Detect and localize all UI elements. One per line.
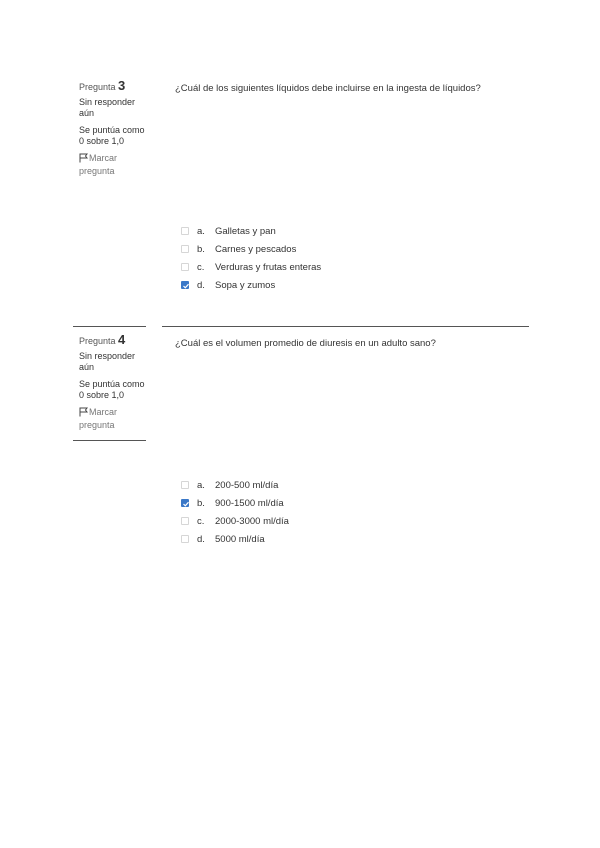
flag-question-link[interactable] [79,153,147,177]
answer-option-b[interactable] [181,240,321,258]
question-text: ¿Cuál es el volumen promedio de diuresis en un adulto sano? [175,338,436,349]
flag-label: Marcar pregunta [79,153,118,176]
answer-option-a[interactable] [181,476,289,494]
question-label: Pregunta [79,336,116,346]
question-info [79,80,147,177]
answer-list [181,222,321,294]
question-state: Sin responder aún [79,97,136,118]
answer-text: Sopa y zumos [215,279,276,291]
flag-icon [79,153,88,166]
answer-text: Galletas y pan [215,225,276,237]
answer-option-c[interactable] [181,512,289,530]
answer-letter: d. [197,279,205,291]
answer-text: 2000-3000 ml/día [215,515,289,527]
content-divider [162,326,529,327]
answer-text: 200-500 ml/día [215,479,279,491]
check-icon [182,282,190,290]
flag-label: Marcar pregunta [79,407,118,430]
question-number: 4 [118,332,126,347]
answer-option-d[interactable] [181,530,289,548]
checkbox[interactable] [181,263,189,271]
question-number: 3 [118,78,126,93]
question-state: Sin responder aún [79,351,136,372]
checkbox-checked[interactable] [181,499,189,507]
question-grade: Se puntúa como 0 sobre 1,0 [79,125,145,146]
question-grade: Se puntúa como 0 sobre 1,0 [79,379,145,400]
checkbox-checked[interactable] [181,281,189,289]
checkbox[interactable] [181,517,189,525]
answer-option-a[interactable] [181,222,321,240]
answer-letter: a. [197,225,205,237]
question-text: ¿Cuál de los siguientes líquidos debe incluirse en la ingesta de líquidos? [175,83,481,94]
flag-icon [79,407,88,420]
info-divider-top [73,326,146,327]
checkbox[interactable] [181,535,189,543]
checkbox[interactable] [181,245,189,253]
question-info [79,334,147,431]
answer-letter: c. [197,261,205,273]
answer-letter: b. [197,497,205,509]
question-label: Pregunta [79,82,116,92]
checkbox[interactable] [181,481,189,489]
answer-list [181,476,289,548]
answer-option-b[interactable] [181,494,289,512]
answer-option-c[interactable] [181,258,321,276]
answer-letter: b. [197,243,205,255]
answer-letter: a. [197,479,205,491]
answer-text: Verduras y frutas enteras [215,261,322,273]
check-icon [182,500,190,508]
answer-option-d[interactable] [181,276,321,294]
answer-letter: d. [197,533,205,545]
info-divider-bottom [73,440,146,441]
answer-text: 5000 ml/día [215,533,265,545]
checkbox[interactable] [181,227,189,235]
flag-question-link[interactable] [79,407,147,431]
answer-letter: c. [197,515,205,527]
answer-text: 900-1500 ml/día [215,497,284,509]
answer-text: Carnes y pescados [215,243,297,255]
